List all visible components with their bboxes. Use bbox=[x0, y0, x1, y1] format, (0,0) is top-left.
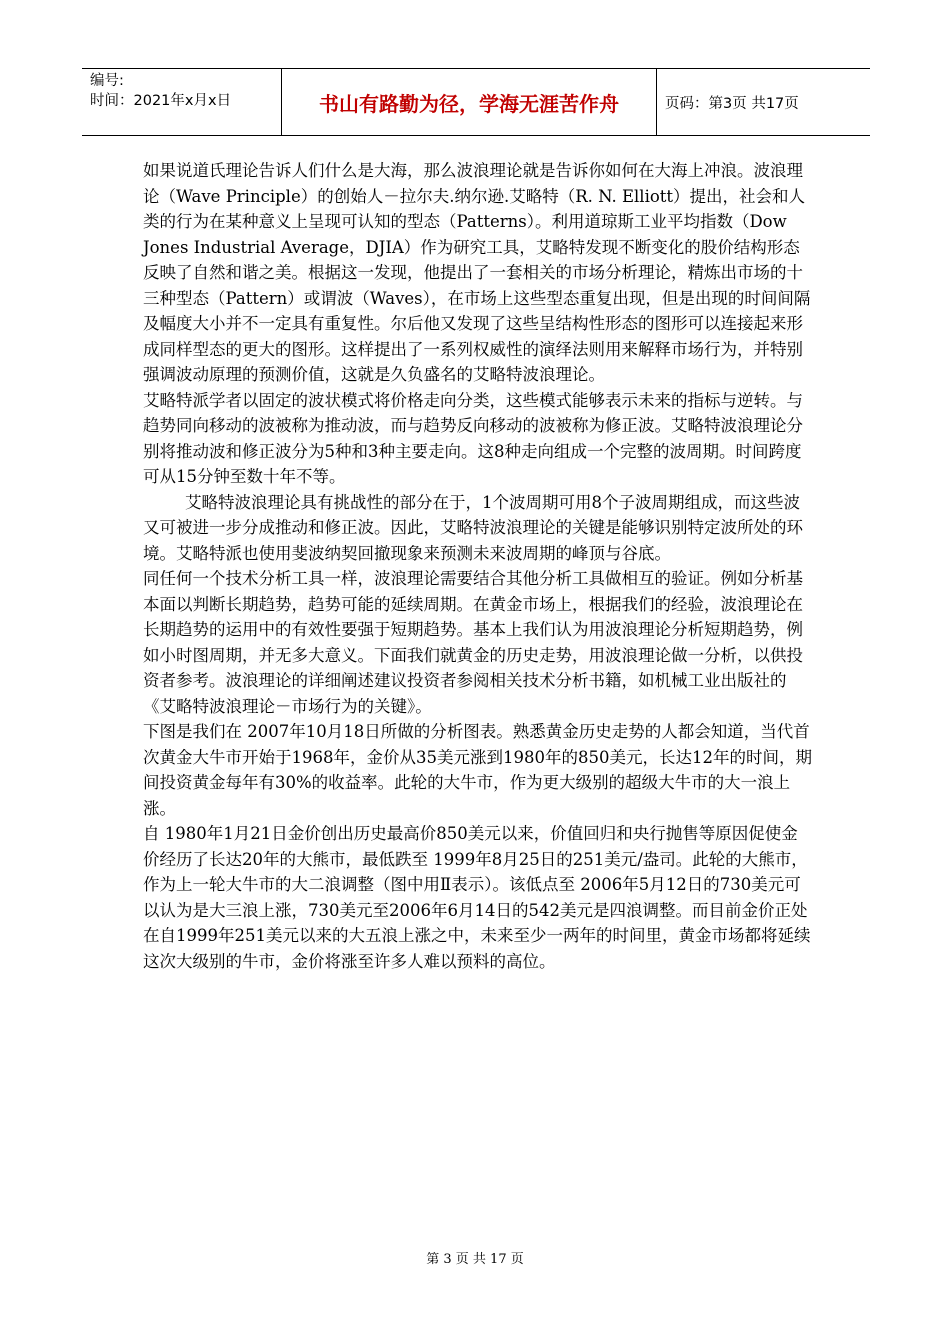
paragraph-wave-patterns: 艾略特派学者以固定的波状模式将价格走向分类，这些模式能够表示未来的指标与逆转。与趋势同向移动的波被称为推动波，而与趋势反向移动的波被称为修正波。艾略特波浪理论分别将推动波和修正波分为5种和3种主要走向。这8种走向组成一个完整的波周期。时间跨度可从15分钟至数十年不等。 bbox=[143, 390, 803, 486]
header-page-info: 页码：第3页 共17页 bbox=[665, 95, 799, 112]
document-number-label: 编号: bbox=[90, 73, 124, 89]
page-footer: 第 3 页 共 17 页 bbox=[426, 1252, 524, 1267]
paragraph-gold-bull-market: 下图是我们在 2007年10月18日所做的分析图表。熟悉黄金历史走势的人都会知道，当代首次黄金大牛市开始于1968年，金价从35美元涨到1980年的850美元，长达12年的时间，期间投资黄金每年有30%的收益率。此轮的大牛市，作为更大级别的超级大牛市的大一浪上涨。 bbox=[143, 722, 812, 818]
paragraph-intro: 如果说道氏理论告诉人们什么是大海，那么波浪理论就是告诉你如何在大海上冲浪。波浪理论（Wave Principle）的创始人－拉尔夫.纳尔逊.艾略特（R. N. Elliott）提出，社会和人类的行为在某种意义上呈现可认知的型态（Patterns）。利用道琼斯工业平均指数（Dow Jones Industrial Average，DJIA）作为研究工具，艾略特发现不断变化的股价结构形态反映了自然和谐之美。根据这一发现，他提出了一套相关的市场分析理论，精炼出市场的十三种型态（Pattern）或谓波（Waves），在市场上这些型态重复出现，但是出现的时间间隔及幅度大小并不一定具有重复性。尔后他又发现了这些呈结构性形态的图形可以连接起来形成同样型态的更大的图形。这样提出了一系列权威性的演绎法则用来解释市场行为，并特别强调波动原理的预测价值，这就是久负盛名的艾略特波浪理论。 bbox=[143, 161, 811, 384]
paragraph-gold-bear-market: 自 1980年1月21日金价创出历史最高价850美元以来，价值回归和央行抛售等原因促使金价经历了长达20年的大熊市，最低跌至 1999年8月25日的251美元/盎司。此轮的大熊市，作为上一轮大牛市的大二浪调整（图中用Ⅱ表示）。该低点至 2006年5月12日的730美元可以认为是大三浪上涨，730美元至2006年6月14日的542美元是四浪调整。而目前金价正处在自1999年251美元以来的大五浪上涨之中，未来至少一两年的时间里，黄金市场都将延续这次大级别的牛市，金价将涨至许多人难以预料的高位。 bbox=[143, 824, 811, 971]
page-header bbox=[82, 68, 870, 136]
header-info bbox=[82, 69, 282, 135]
document-body bbox=[143, 158, 813, 974]
header-motto: 书山有路勤为径，学海无涯苦作舟 bbox=[282, 69, 657, 135]
paragraph-wave-challenge: 艾略特波浪理论具有挑战性的部分在于，1个波周期可用8个子波周期组成，而这些波又可被进一步分成推动和修正波。因此，艾略特波浪理论的关键是能够识别特定波所处的环境。艾略特派也使用斐波纳契回撤现象来预测未来波周期的峰顶与谷底。 bbox=[143, 492, 803, 563]
paragraph-technical-analysis: 同任何一个技术分析工具一样，波浪理论需要结合其他分析工具做相互的验证。例如分析基本面以判断长期趋势，趋势可能的延续周期。在黄金市场上，根据我们的经验，波浪理论在长期趋势的运用中的有效性要强于短期趋势。基本上我们认为用波浪理论分析短期趋势，例如小时图周期，并无多大意义。下面我们就黄金的历史走势，用波浪理论做一分析，以供投资者参考。波浪理论的详细阐述建议投资者参阅相关技术分析书籍，如机械工业出版社的《艾略特波浪理论－市场行为的关键》。 bbox=[143, 569, 803, 716]
document-time-label: 时间：2021年x月x日 bbox=[90, 93, 232, 109]
